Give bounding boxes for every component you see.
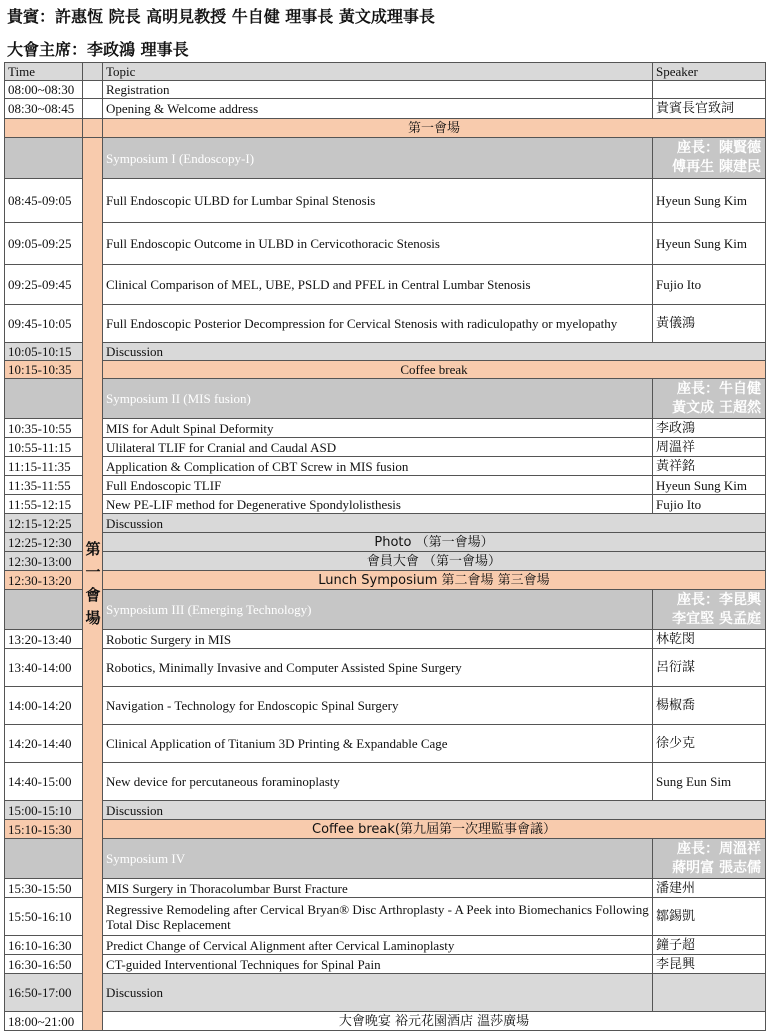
event-row (5, 1012, 766, 1031)
break-label: Coffee break(第九屆第一次理監事會議） (103, 820, 766, 839)
table-row (5, 457, 766, 476)
row-topic: Regressive Remodeling after Cervical Bryan® Disc Arthroplasty - A Peek into Biomechanics Following Total Disc Replacement (103, 898, 653, 936)
event-row (5, 552, 766, 571)
symposium-row (5, 379, 766, 419)
row-time: 11:15-11:35 (5, 457, 83, 476)
row-time: 15:50-16:10 (5, 898, 83, 936)
row-speaker: 李昆興 (653, 955, 766, 974)
row-time: 14:00-14:20 (5, 687, 83, 725)
row-time: 10:15-10:35 (5, 361, 83, 379)
table-row (5, 99, 766, 119)
symposium-row (5, 138, 766, 179)
table-row (5, 687, 766, 725)
table-row (5, 630, 766, 649)
table-row (5, 898, 766, 936)
row-time: 11:55-12:15 (5, 495, 83, 514)
discussion-row (5, 343, 766, 361)
row-topic: Robotics, Minimally Invasive and Computer Assisted Spine Surgery (103, 649, 653, 687)
table-row (5, 936, 766, 955)
break-row (5, 820, 766, 839)
row-time: 13:20-13:40 (5, 630, 83, 649)
row-topic: Discussion (103, 801, 766, 820)
symposium-title: Symposium IV (103, 839, 653, 879)
row-time: 16:50-17:00 (5, 974, 83, 1012)
break-row (5, 361, 766, 379)
table-row (5, 649, 766, 687)
table-row (5, 81, 766, 99)
row-speaker: Fujio Ito (653, 265, 766, 305)
row-time: 08:00~08:30 (5, 81, 83, 99)
row-time: 13:40-14:00 (5, 649, 83, 687)
hall-label: 第一會場 (83, 138, 103, 1031)
row-speaker: 黃祥銘 (653, 457, 766, 476)
table-row (5, 476, 766, 495)
row-topic: Discussion (103, 343, 766, 361)
event-label: Photo （第一會場） (103, 533, 766, 552)
break-label: Lunch Symposium 第二會場 第三會場 (103, 571, 766, 590)
row-speaker: 呂衍謀 (653, 649, 766, 687)
symposium-title: Symposium II (MIS fusion) (103, 379, 653, 419)
row-time: 09:05-09:25 (5, 223, 83, 265)
row-speaker: 楊椒喬 (653, 687, 766, 725)
col-header-time: Time (5, 63, 83, 81)
row-topic: Navigation - Technology for Endoscopic Spinal Surgery (103, 687, 653, 725)
row-topic: Discussion (103, 974, 653, 1012)
event-row (5, 533, 766, 552)
row-time: 09:25-09:45 (5, 265, 83, 305)
row-time: 08:30~08:45 (5, 99, 83, 119)
row-speaker: 李政鴻 (653, 419, 766, 438)
hall-banner-row (5, 119, 766, 138)
row-speaker: Sung Eun Sim (653, 763, 766, 801)
table-row (5, 879, 766, 898)
row-topic: Full Endoscopic TLIF (103, 476, 653, 495)
row-time: 10:05-10:15 (5, 343, 83, 361)
hall-banner: 第一會場 (103, 119, 766, 138)
symposium-chairs: 座長：周溫祥 蔣明富 張志儒 (653, 839, 766, 879)
row-time: 08:45-09:05 (5, 179, 83, 223)
row-topic: CT-guided Interventional Techniques for Spinal Pain (103, 955, 653, 974)
row-time: 15:30-15:50 (5, 879, 83, 898)
row-speaker: 周溫祥 (653, 438, 766, 457)
row-speaker (653, 81, 766, 99)
row-topic: Robotic Surgery in MIS (103, 630, 653, 649)
col-header-topic: Topic (103, 63, 653, 81)
row-time: 12:30-13:20 (5, 571, 83, 590)
break-label: Coffee break (103, 361, 766, 379)
symposium-chairs: 座長：陳賢德 傅再生 陳建民 (653, 138, 766, 179)
table-row (5, 955, 766, 974)
row-speaker: Fujio Ito (653, 495, 766, 514)
row-time: 10:35-10:55 (5, 419, 83, 438)
congress-chairman: 大會主席：李政鴻 理事長 (7, 40, 189, 59)
row-speaker: 貴賓長官致詞 (653, 99, 766, 119)
row-topic: New PE-LIF method for Degenerative Spondylolisthesis (103, 495, 653, 514)
row-time: 12:30-13:00 (5, 552, 83, 571)
table-row (5, 179, 766, 223)
table-row (5, 495, 766, 514)
row-time: 14:20-14:40 (5, 725, 83, 763)
row-speaker: 黃儀鴻 (653, 305, 766, 343)
symposium-title: Symposium III (Emerging Technology) (103, 590, 653, 630)
row-speaker: 林乾閔 (653, 630, 766, 649)
agenda-table (4, 62, 766, 1031)
event-label: 會員大會 （第一會場） (103, 552, 766, 571)
row-time: 10:55-11:15 (5, 438, 83, 457)
row-time: 12:15-12:25 (5, 514, 83, 533)
table-row (5, 725, 766, 763)
row-speaker: 鄒錫凱 (653, 898, 766, 936)
discussion-row (5, 974, 766, 1012)
row-speaker: 潘建州 (653, 879, 766, 898)
row-time: 18:00~21:00 (5, 1012, 83, 1031)
row-speaker: 鐘子超 (653, 936, 766, 955)
table-header-row (5, 63, 766, 81)
row-topic: Ulilateral TLIF for Cranial and Caudal ASD (103, 438, 653, 457)
symposium-chairs: 座長：李昆興 李宜堅 吳孟庭 (653, 590, 766, 630)
symposium-title: Symposium I (Endoscopy-I) (103, 138, 653, 179)
row-time: 09:45-10:05 (5, 305, 83, 343)
row-time: 14:40-15:00 (5, 763, 83, 801)
row-time: 16:10-16:30 (5, 936, 83, 955)
row-topic: Full Endoscopic ULBD for Lumbar Spinal Stenosis (103, 179, 653, 223)
row-topic: Application & Complication of CBT Screw in MIS fusion (103, 457, 653, 476)
row-topic: New device for percutaneous foraminoplasty (103, 763, 653, 801)
row-topic: Predict Change of Cervical Alignment after Cervical Laminoplasty (103, 936, 653, 955)
table-row (5, 763, 766, 801)
row-topic: Discussion (103, 514, 766, 533)
symposium-chairs: 座長：牛自健 黃文成 王超然 (653, 379, 766, 419)
row-time: 12:25-12:30 (5, 533, 83, 552)
row-topic: Clinical Comparison of MEL, UBE, PSLD and PFEL in Central Lumbar Stenosis (103, 265, 653, 305)
row-time: 15:00-15:10 (5, 801, 83, 820)
row-speaker: Hyeun Sung Kim (653, 223, 766, 265)
row-topic: MIS Surgery in Thoracolumbar Burst Fracture (103, 879, 653, 898)
row-time: 11:35-11:55 (5, 476, 83, 495)
col-header-speaker: Speaker (653, 63, 766, 81)
symposium-row (5, 839, 766, 879)
row-topic: Full Endoscopic Posterior Decompression for Cervical Stenosis with radiculopathy or myelopathy (103, 305, 653, 343)
row-speaker: Hyeun Sung Kim (653, 476, 766, 495)
row-topic: Registration (103, 81, 653, 99)
row-speaker: Hyeun Sung Kim (653, 179, 766, 223)
row-topic: MIS for Adult Spinal Deformity (103, 419, 653, 438)
discussion-row (5, 514, 766, 533)
table-row (5, 305, 766, 343)
row-topic: Opening & Welcome address (103, 99, 653, 119)
break-row (5, 571, 766, 590)
row-topic: Clinical Application of Titanium 3D Printing & Expandable Cage (103, 725, 653, 763)
row-time: 16:30-16:50 (5, 955, 83, 974)
row-speaker: 徐少克 (653, 725, 766, 763)
table-row (5, 223, 766, 265)
row-topic: Full Endoscopic Outcome in ULBD in Cervicothoracic Stenosis (103, 223, 653, 265)
table-row (5, 419, 766, 438)
discussion-row (5, 801, 766, 820)
guest-list: 貴賓：許惠恆 院長 高明見教授 牛自健 理事長 黃文成理事長 (7, 7, 435, 26)
table-row (5, 438, 766, 457)
event-label: 大會晚宴 裕元花園酒店 溫莎廣場 (103, 1012, 766, 1031)
row-time: 15:10-15:30 (5, 820, 83, 839)
table-row (5, 265, 766, 305)
symposium-row (5, 590, 766, 630)
row-speaker (653, 974, 766, 1012)
